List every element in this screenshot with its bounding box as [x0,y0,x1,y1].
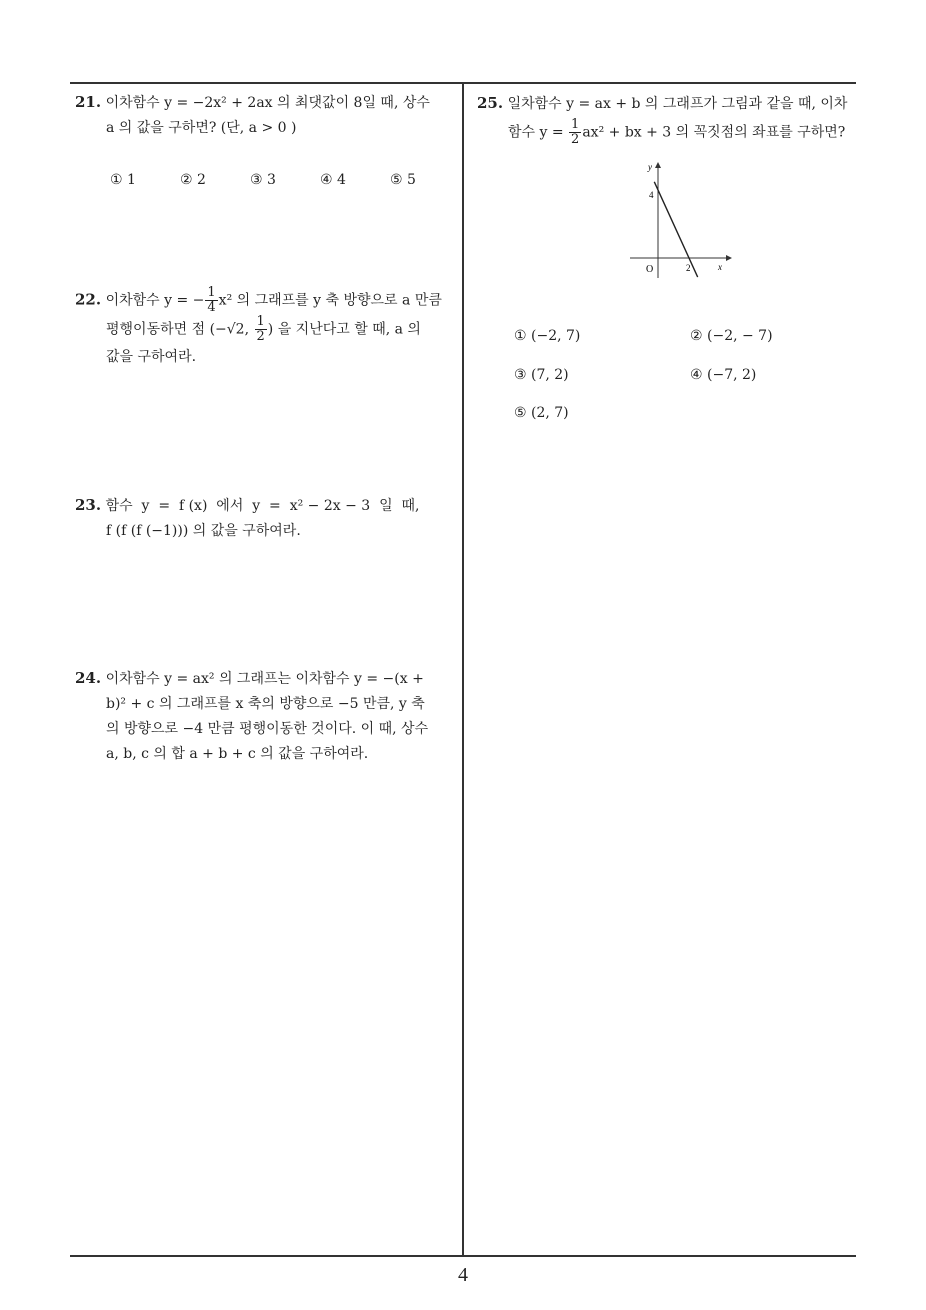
graph-line [654,182,697,277]
q25-graph-group [630,162,732,278]
y-axis-arrow-icon [655,162,661,168]
q25-choice-3[interactable]: ③ (7, 2) [514,367,569,383]
question-24 [75,666,460,767]
bottom-rule [70,1255,856,1257]
question-22 [75,286,460,371]
q22-line3: 값을 구하여라. [106,349,197,365]
q22-fraction-2: $\frac{1}{2}$ [256,314,265,344]
q24-line1: 24. 이차함수 y = ax² 의 그래프는 이차함수 y = −(x + [75,669,424,687]
x-axis-label: x [718,262,722,272]
q21-line2: a 의 값을 구하면? (단, a > 0 ) [106,120,297,136]
q24-line2: b)² + c 의 그래프를 x 축의 방향으로 −5 만큼, y 축 [106,696,425,712]
q24-line3: 의 방향으로 −4 만큼 평행이동한 것이다. 이 때, 상수 [106,721,429,737]
q25-number: 25. [477,94,504,112]
q22-fraction-1: $\frac{1}{4}$ [207,285,216,315]
question-25 [477,90,862,147]
q25-choice-2[interactable]: ② (−2, − 7) [690,328,773,344]
x-intercept-label: 2 [686,263,691,273]
q23-line2: f (f (f (−1))) 의 값을 구하여라. [106,523,301,539]
q23-line1: 23. 함수 y = f (x) 에서 y = x² − 2x − 3 일 때, [75,496,420,514]
q23-number: 23. [75,496,102,514]
q22-number: 22. [75,290,102,309]
q24-number: 24. [75,669,102,687]
q21-line1: 21. 이차함수 y = −2x² + 2ax 의 최댓값이 8일 때, 상수 [75,93,430,111]
q21-choice-4[interactable]: ④ 4 [320,172,346,188]
question-21 [75,90,460,141]
q25-line2: 함수 y = $\frac{1}{2}$ ax² + bx + 3 의 꼭짓점의 좌표를 구하면? [508,117,846,147]
q21-choice-1[interactable]: ① 1 [110,172,136,188]
y-intercept-label: 4 [649,190,654,200]
q24-line4: a, b, c 의 합 a + b + c 의 값을 구하여라. [106,746,369,762]
q25-graph [630,158,740,283]
origin-label: O [646,264,654,275]
q25-fraction: $\frac{1}{2}$ [571,117,580,147]
q25-choice-1[interactable]: ① (−2, 7) [514,328,581,344]
q21-choice-2[interactable]: ② 2 [180,172,206,188]
q21-choice-5[interactable]: ⑤ 5 [390,172,416,188]
x-axis-arrow-icon [726,255,732,261]
q21-number: 21. [75,93,102,111]
q25-choice-5[interactable]: ⑤ (2, 7) [514,405,569,421]
q22-line2: 평행이동하면 점 (−√2, $\frac{1}{2}$ ) 을 지난다고 할 때, a 의 [106,314,421,344]
q22-line1: 22. 이차함수 y = − $\frac{1}{4}$ x² 의 그래프를 y 축 방향으로 a 만큼 [75,285,442,315]
q25-choice-4[interactable]: ④ (−7, 2) [690,367,757,383]
question-23 [75,493,460,544]
q25-line1: 25. 일차함수 y = ax + b 의 그래프가 그림과 같을 때, 이차 [477,94,848,112]
page-number: 4 [458,1264,468,1286]
q21-choice-3[interactable]: ③ 3 [250,172,276,188]
y-axis-label: y [648,162,652,172]
column-divider [462,82,464,1256]
